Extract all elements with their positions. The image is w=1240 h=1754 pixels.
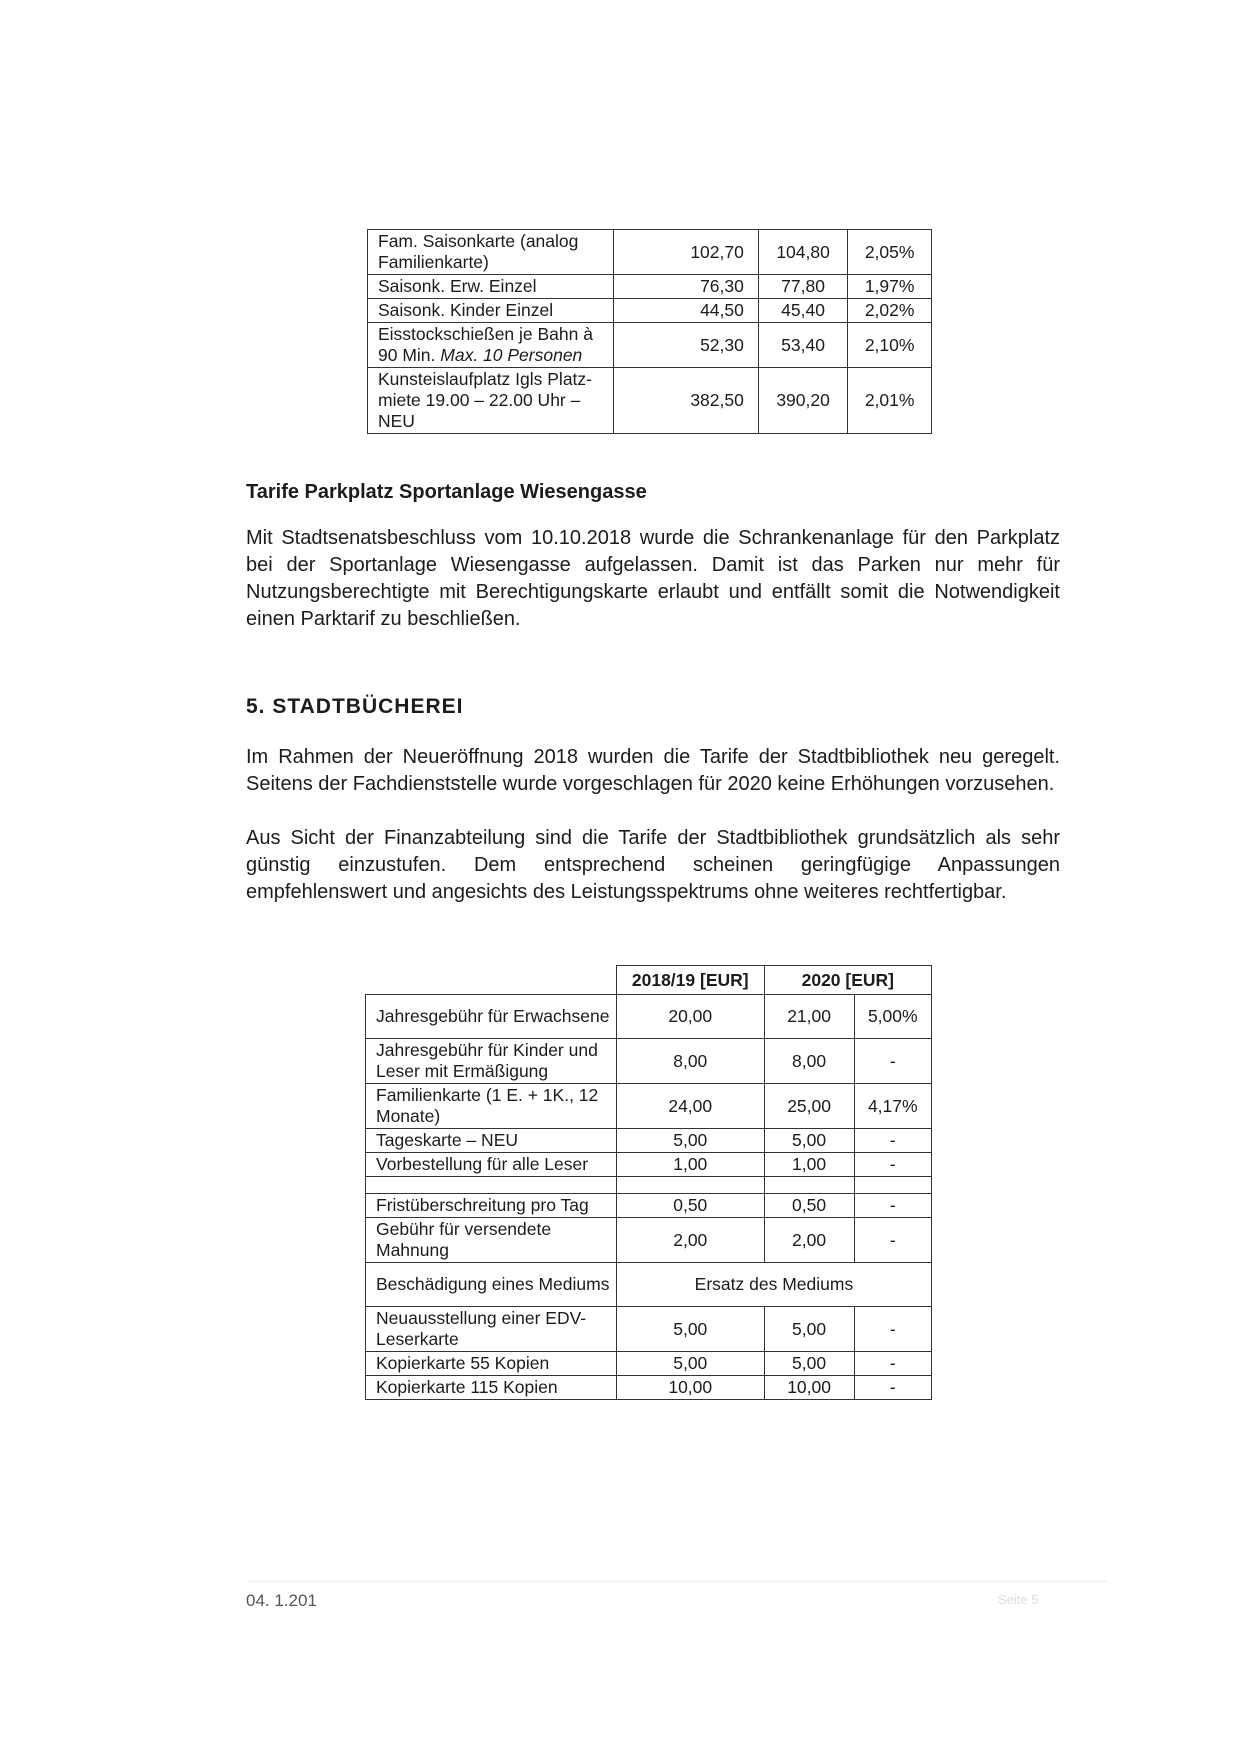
value-current: 45,40 <box>758 299 847 323</box>
table-row <box>368 275 932 299</box>
value-current: 77,80 <box>758 275 847 299</box>
column-header-2018: 2018/19 [EUR] <box>616 966 764 995</box>
table-row <box>368 368 932 434</box>
value-current: 104,80 <box>758 230 847 275</box>
row-label: Vorbestellung für alle Leser <box>366 1153 617 1177</box>
value-previous: 0,50 <box>616 1194 764 1218</box>
column-header-2020: 2020 [EUR] <box>764 966 931 995</box>
library-paragraph-2: Aus Sicht der Finanzabteilung sind die Tarife der Stadtbibliothek grundsätzlich als sehr günstig einzustufen. Dem entsprechend scheinen geringfügige Anpassungen empfehlenswert und angesichts des Leistungsspektrums ohne weiteres rechtfertigbar. <box>246 827 1060 903</box>
table-row <box>366 1084 932 1129</box>
table-header-row <box>366 966 932 995</box>
row-label: Jahresgebühr für Erwachsene <box>366 995 617 1039</box>
value-change-percent: - <box>854 1218 931 1263</box>
spacer-cell <box>764 1177 854 1194</box>
value-current: 2,00 <box>764 1218 854 1263</box>
row-label: Kopierkarte 115 Kopien <box>366 1376 617 1400</box>
value-change-percent: 2,02% <box>848 299 932 323</box>
table-row <box>366 1194 932 1218</box>
value-change-percent: 2,01% <box>848 368 932 434</box>
library-paragraph-1: Im Rahmen der Neueröffnung 2018 wurden die Tarife der Stadtbibliothek neu geregelt. Seitens der Fachdienststelle wurde vorgeschlagen für 2020 keine Erhöhungen vorzusehen. <box>246 746 1060 795</box>
value-current: 1,00 <box>764 1153 854 1177</box>
row-label: Fam. Saisonkarte (analog Familienkarte) <box>368 230 614 275</box>
value-current: 10,00 <box>764 1376 854 1400</box>
library-tariff-table <box>365 965 932 1400</box>
value-previous: 10,00 <box>616 1376 764 1400</box>
value-previous: 2,00 <box>616 1218 764 1263</box>
row-label: Neuausstellung einer EDV-Leserkarte <box>366 1307 617 1352</box>
value-current: 5,00 <box>764 1129 854 1153</box>
table-row <box>368 323 932 368</box>
value-change-percent: - <box>854 1129 931 1153</box>
value-change-percent: - <box>854 1352 931 1376</box>
parking-paragraph: Mit Stadtsenatsbeschluss vom 10.10.2018 wurde die Schrankenanlage für den Parkplatz bei der Sportanlage Wiesengasse aufgelassen. Damit ist das Parken nur mehr für Nutzungsberechtigte mit Berechtigungskarte erlaubt und entfällt somit die Notwendigkeit einen Parktarif zu beschließen. <box>246 527 1060 630</box>
value-change-percent: 2,10% <box>848 323 932 368</box>
row-label-note: Max. 10 Personen <box>440 345 583 365</box>
table-row <box>366 1352 932 1376</box>
value-current: 5,00 <box>764 1352 854 1376</box>
table-row <box>366 1307 932 1352</box>
value-previous: 5,00 <box>616 1129 764 1153</box>
value-previous: 24,00 <box>616 1084 764 1129</box>
table-row <box>366 995 932 1039</box>
row-label: Jahresgebühr für Kinder und Leser mit Ermäßigung <box>366 1039 617 1084</box>
value-change-percent: - <box>854 1194 931 1218</box>
value-previous: 102,70 <box>614 230 758 275</box>
value-change-percent: - <box>854 1039 931 1084</box>
row-label: Gebühr für versendete Mahnung <box>366 1218 617 1263</box>
table-row <box>368 230 932 275</box>
table-row <box>368 299 932 323</box>
row-label: Kopierkarte 55 Kopien <box>366 1352 617 1376</box>
table-row <box>366 1218 932 1263</box>
value-previous: 20,00 <box>616 995 764 1039</box>
footer-divider <box>246 1581 1108 1582</box>
value-previous: 76,30 <box>614 275 758 299</box>
table-row <box>366 1376 932 1400</box>
value-current: 0,50 <box>764 1194 854 1218</box>
value-previous: 5,00 <box>616 1307 764 1352</box>
row-label: Saisonk. Kinder Einzel <box>368 299 614 323</box>
value-change-percent: 5,00% <box>854 995 931 1039</box>
row-label: Kunsteislaufplatz Igls Platz-miete 19.00 – 22.00 Uhr – NEU <box>368 368 614 434</box>
table-spacer-row <box>366 1177 932 1194</box>
table-row <box>366 1263 932 1307</box>
row-label: Beschädigung eines Mediums <box>366 1263 617 1307</box>
value-change-percent: - <box>854 1376 931 1400</box>
table-row <box>366 1153 932 1177</box>
value-change-percent: 1,97% <box>848 275 932 299</box>
spacer-cell <box>854 1177 931 1194</box>
ice-rink-tariff-table <box>367 229 932 434</box>
footer-date: 04. 1.201 <box>246 1591 317 1610</box>
row-label: Saisonk. Erw. Einzel <box>368 275 614 299</box>
footer-page-number: Seite 5 <box>998 1592 1039 1607</box>
value-previous: 5,00 <box>616 1352 764 1376</box>
value-previous: 52,30 <box>614 323 758 368</box>
value-current: 8,00 <box>764 1039 854 1084</box>
table-row <box>366 1039 932 1084</box>
value-current: 53,40 <box>758 323 847 368</box>
value-previous: 44,50 <box>614 299 758 323</box>
row-label <box>368 323 614 368</box>
spacer-cell <box>616 1177 764 1194</box>
value-current: 21,00 <box>764 995 854 1039</box>
value-current: 25,00 <box>764 1084 854 1129</box>
value-change-percent: 2,05% <box>848 230 932 275</box>
value-current: 5,00 <box>764 1307 854 1352</box>
merged-value-cell: Ersatz des Mediums <box>616 1263 931 1307</box>
value-previous: 382,50 <box>614 368 758 434</box>
value-previous: 1,00 <box>616 1153 764 1177</box>
row-label-main: Eisstockschießen je Bahn à 90 Min. <box>378 324 593 365</box>
row-label: Familienkarte (1 E. + 1K., 12 Monate) <box>366 1084 617 1129</box>
value-current: 390,20 <box>758 368 847 434</box>
value-change-percent: - <box>854 1153 931 1177</box>
row-label: Fristüberschreitung pro Tag <box>366 1194 617 1218</box>
section-heading: 5. STADTBÜCHEREI <box>246 695 464 718</box>
header-empty-cell <box>366 966 617 995</box>
value-change-percent: - <box>854 1307 931 1352</box>
table-row <box>366 1129 932 1153</box>
value-change-percent: 4,17% <box>854 1084 931 1129</box>
row-label: Tageskarte – NEU <box>366 1129 617 1153</box>
parking-heading: Tarife Parkplatz Sportanlage Wiesengasse <box>246 481 647 503</box>
spacer-cell <box>366 1177 617 1194</box>
value-previous: 8,00 <box>616 1039 764 1084</box>
